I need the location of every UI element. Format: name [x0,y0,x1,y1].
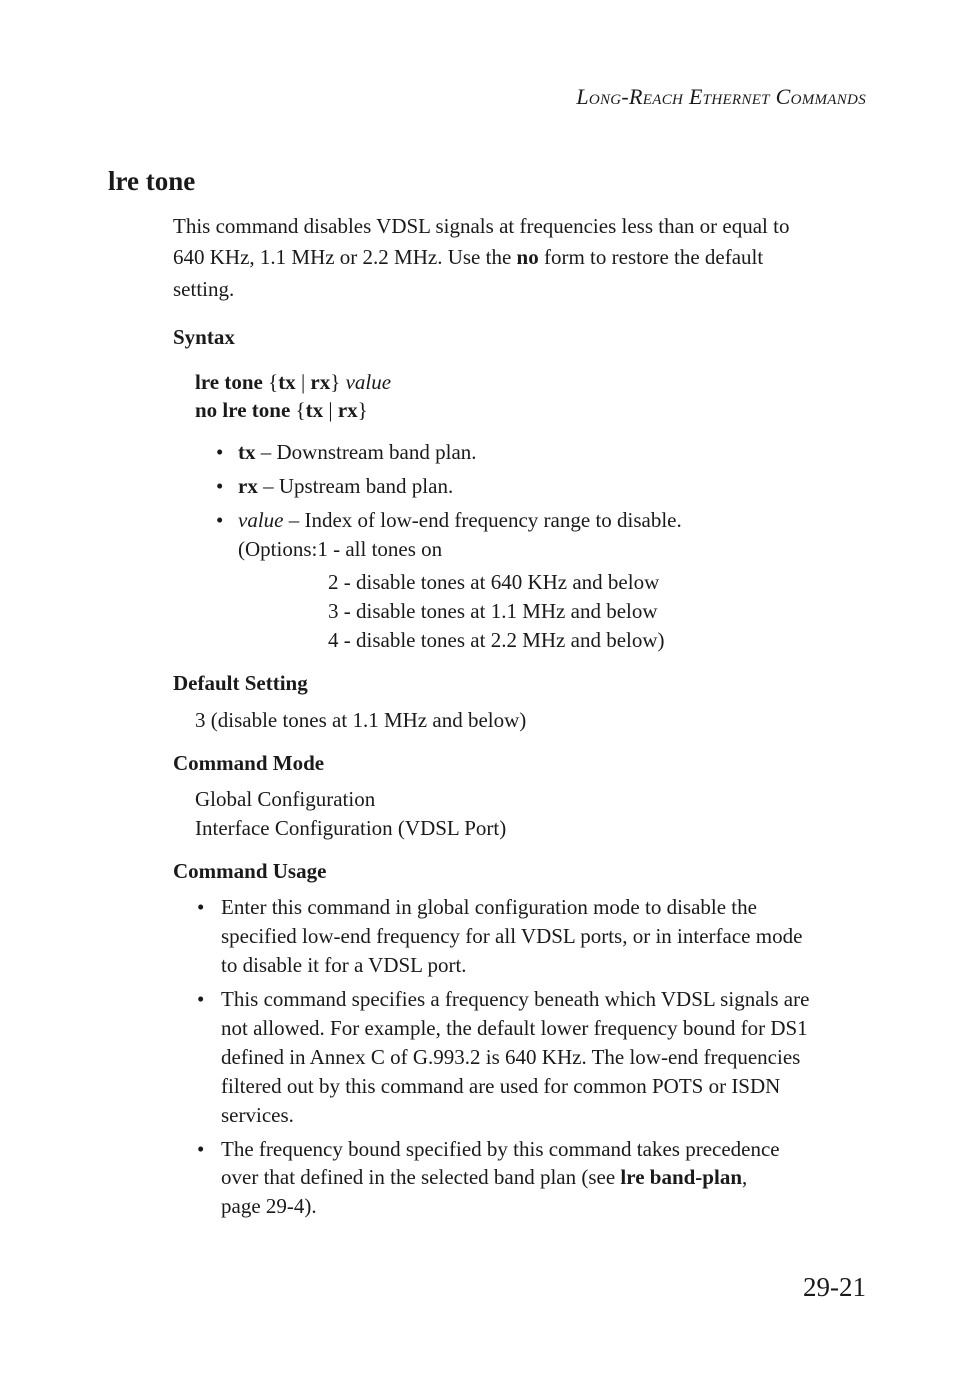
usage-3-line: over that defined in the selected band plan (see lre band-plan, [221,1165,748,1189]
bullet-icon: • [216,474,224,498]
page-number: 29-21 [803,1272,866,1302]
param-tx: tx – Downstream band plan. [238,440,477,464]
section-title: lre tone [108,166,196,196]
bullet-icon: • [216,508,224,532]
syntax-command-2: no lre tone {tx | rx} [195,398,368,422]
option-3: 3 - disable tones at 1.1 MHz and below [328,599,658,623]
param-rx: rx – Upstream band plan. [238,474,454,498]
default-setting-heading: Default Setting [173,671,308,695]
bullet-icon: • [197,987,205,1011]
default-setting-value: 3 (disable tones at 1.1 MHz and below) [195,708,527,732]
command-mode-line: Interface Configuration (VDSL Port) [195,816,507,840]
command-mode-heading: Command Mode [173,751,325,775]
option-2: 2 - disable tones at 640 KHz and below [328,570,660,594]
lre-band-plan-reference: lre band-plan [620,1165,742,1189]
usage-3-line: The frequency bound specified by this command takes precedence [221,1137,780,1161]
intro-line-1: This command disables VDSL signals at frequencies less than or equal to [173,214,790,238]
bullet-icon: • [197,895,205,919]
usage-1-line: specified low-end frequency for all VDSL ports, or in interface mode [221,924,803,948]
command-usage-heading: Command Usage [173,859,327,883]
intro-line-2: 640 KHz, 1.1 MHz or 2.2 MHz. Use the no form to restore the default [173,245,764,269]
param-value: value – Index of low-end frequency range to disable. [238,508,682,532]
usage-2-line: not allowed. For example, the default lower frequency bound for DS1 [221,1016,808,1040]
usage-2-line: This command specifies a frequency beneath which VDSL signals are [221,987,810,1011]
usage-1-line: to disable it for a VDSL port. [221,953,467,977]
option-4: 4 - disable tones at 2.2 MHz and below) [328,628,665,652]
usage-1-line: Enter this command in global configuration mode to disable the [221,895,757,919]
option-1: (Options:1 - all tones on [238,537,443,561]
usage-3-line: page 29-4). [221,1194,317,1218]
command-mode-line: Global Configuration [195,787,376,811]
syntax-heading: Syntax [173,325,235,349]
running-header: Long-Reach Ethernet Commands [576,84,866,109]
usage-2-line: filtered out by this command are used for common POTS or ISDN [221,1074,781,1098]
usage-2-line: services. [221,1103,294,1127]
usage-2-line: defined in Annex C of G.993.2 is 640 KHz. The low-end frequencies [221,1045,801,1069]
bullet-icon: • [216,440,224,464]
no-keyword: no [516,245,539,269]
intro-line-3: setting. [173,277,235,301]
bullet-icon: • [197,1137,205,1161]
syntax-command-1: lre tone {tx | rx} value [195,370,392,394]
